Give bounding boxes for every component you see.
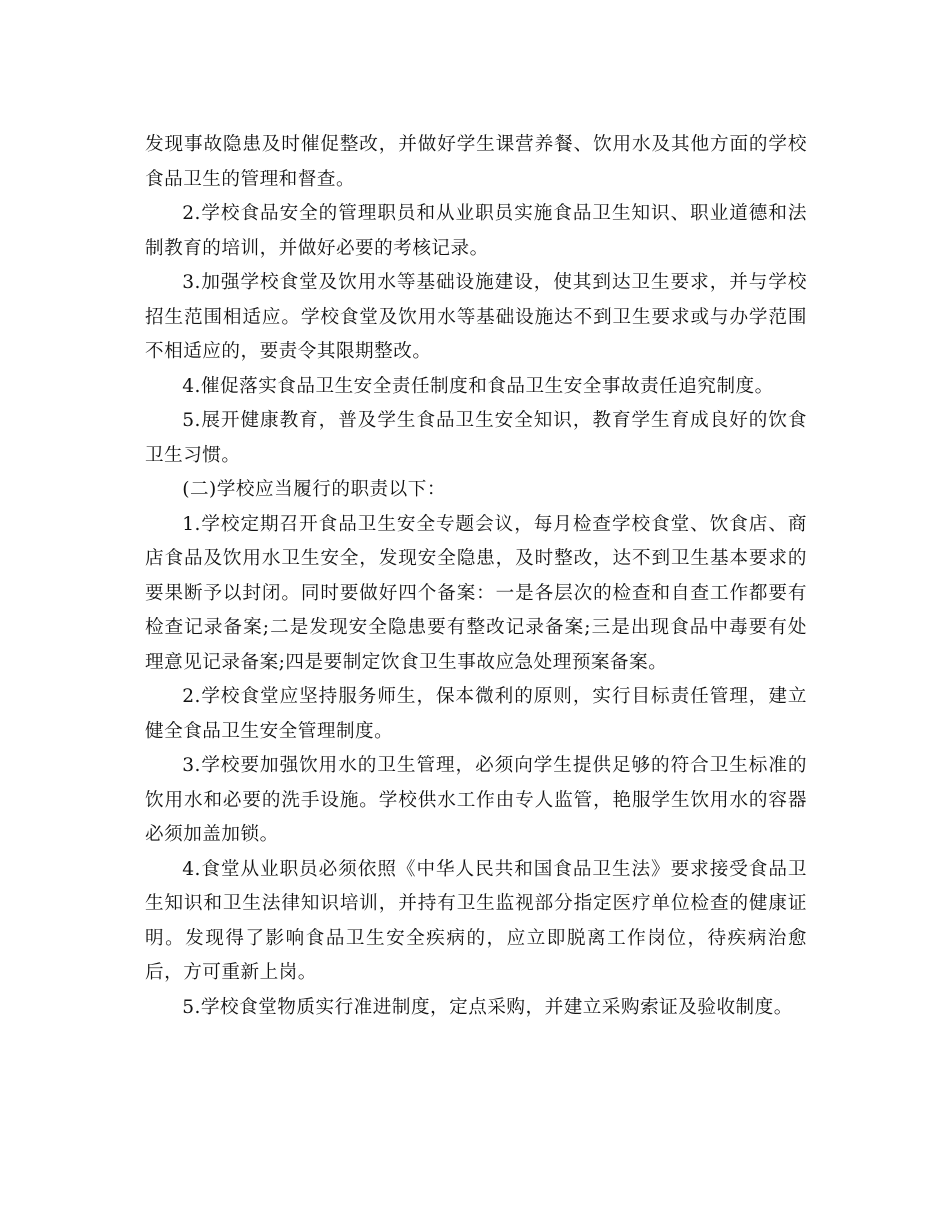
paragraph-item-5-health-education: 5.展开健康教育，普及学生食品卫生安全知识，教育学生育成良好的饮食卫生习惯。 [145,410,807,466]
paragraph-duty-3-drinking-water: 3.学校要加强饮用水的卫生管理，必须向学生提供足够的符合卫生标准的饮用水和必要的洗手设施。学校供水工作由专人监管，艳服学生饮用水的容器必须加盖加锁。 [145,755,807,845]
paragraph-item-2-staff-training: 2.学校食品安全的管理职员和从业职员实施食品卫生知识、职业道德和法制教育的培训，并做好必要的考核记录。 [145,203,807,259]
document-body [145,128,807,1025]
paragraph-continuation: 发现事故隐患及时催促整改，并做好学生课营养餐、饮用水及其他方面的学校食品卫生的管理和督查。 [145,134,807,190]
paragraph-duty-5-procurement: 5.学校食堂物质实行准进制度，定点采购，并建立采购索证及验收制度。 [182,996,793,1018]
section-heading-school-duties: (二)学校应当履行的职责以下： [182,479,446,500]
paragraph-item-4-responsibility: 4.催促落实食品卫生安全责任制度和食品卫生安全事故责任追究制度。 [182,375,774,397]
paragraph-item-3-facilities: 3.加强学校食堂及饮用水等基础设施建设，使其到达卫生要求，并与学校招生范围相适应。学校食堂及饮用水等基础设施达不到卫生要求或与办学范围不相适应的，要责令其限期整改。 [145,272,807,362]
paragraph-duty-2-canteen: 2.学校食堂应坚持服务师生，保本微利的原则，实行目标责任管理，建立健全食品卫生安全管理制度。 [145,686,807,742]
paragraph-duty-4-staff-health: 4.食堂从业职员必须依照《中华人民共和国食品卫生法》要求接受食品卫生知识和卫生法律知识培训，并持有卫生监视部分指定医疗单位检查的健康证明。发现得了影响食品卫生安全疾病的，应立即脱离工作岗位，待疾病治愈后，方可重新上岗。 [145,858,807,983]
paragraph-duty-1-meetings: 1.学校定期召开食品卫生安全专题会议，每月检查学校食堂、饮食店、商店食品及饮用水卫生安全，发现安全隐患，及时整改，达不到卫生基本要求的要果断予以封闭。同时要做好四个备案：一是各层次的检查和自查工作都要有检查记录备案;二是发现安全隐患要有整改记录备案;三是出现食品中毒要有处理意见记录备案;四是要制定饮食卫生事故应急处理预案备案。 [145,513,807,673]
